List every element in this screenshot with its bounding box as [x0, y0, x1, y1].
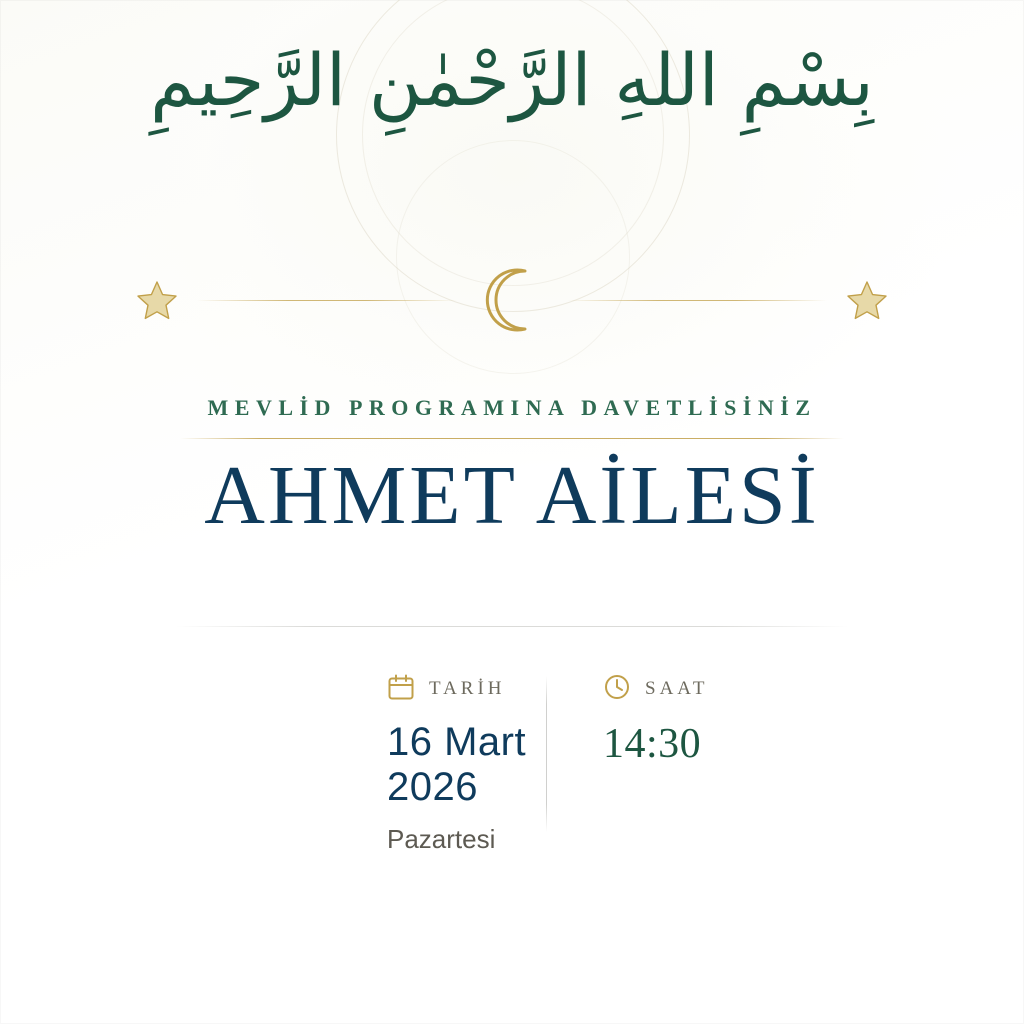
star-icon: [845, 278, 889, 322]
detail-time-label: SAAT: [645, 678, 709, 699]
detail-date-header: [387, 672, 547, 706]
ornament-rule-right: [567, 300, 827, 301]
detail-date-value: 16 Mart 2026: [387, 720, 527, 809]
section-divider: [176, 626, 848, 627]
title-divider: [180, 438, 844, 439]
clock-icon: [603, 673, 631, 706]
star-icon: [135, 278, 179, 322]
ornament-row: [0, 258, 1024, 342]
detail-date-label: TARİH: [429, 678, 506, 699]
invitation-headline: MEVLİD PROGRAMINA DAVETLİSİNİZ: [207, 395, 817, 420]
family-name: AHMET AİLESİ: [204, 449, 820, 542]
event-details: [0, 672, 1024, 855]
basmala-arabic-text: بِسْمِ اللهِ الرَّحْمٰنِ الرَّحِيمِ: [150, 38, 874, 122]
crescent-moon-icon: [475, 263, 549, 337]
detail-time: [547, 672, 847, 768]
calendar-icon: [387, 673, 415, 706]
detail-time-value: 14:30: [603, 721, 702, 767]
ornament-rule-left: [197, 300, 457, 301]
detail-time-header: [603, 672, 801, 706]
detail-date-weekday: Pazartesi: [387, 824, 496, 854]
detail-date: [177, 672, 547, 855]
